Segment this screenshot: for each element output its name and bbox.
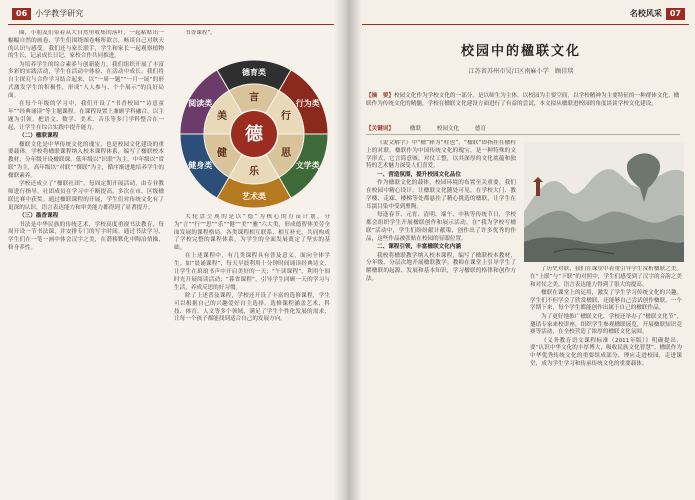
paragraph: 圈，小朋友们带着从大自然里收集的落叶，一起粘贴出一幅幅自然的画卷，学生们围绕图卷畅所欲言，畅谈自己对秋天的认识与感受。我们还与家长联手，学生和家长一起观察植物的生长，记录成长日记，家校合作共同推进。 xyxy=(8,30,164,60)
wheel-ring-label: 健 xyxy=(216,148,227,159)
abstract-label: 【摘 要】 xyxy=(366,93,394,99)
right-page-number: 07 xyxy=(666,8,685,20)
paragraph: 楹联文化是中华传统文化的瑰宝，也是校园文化建设的重要载体。学校将楹联课程纳入校本课程体系，编写了楹联校本教材，分年级开设楹联课。低年级以“识联”为主，中年级以“赏联”为主，高年级以“对联”“撰联”为主，循序渐进地培养学生的楹联素养。 xyxy=(8,141,164,179)
keywords xyxy=(366,124,680,132)
article-author: 江苏省苏州市吴江区南麻小学 顾佳琰 xyxy=(468,68,574,75)
left-header xyxy=(8,6,83,22)
binding-gutter-shadow xyxy=(334,0,362,500)
paragraph: 书香课程”。 xyxy=(185,30,216,36)
paragraph: 《说文解字》中“楹”释为“柱也”，“楹联”即指挂在楹柱上的对联。楹联作为中国传统文化的瑰宝，是一种特殊的文学形式，它言简意赅，对仗工整，以其深厚的文化底蕴和独特的艺术魅力深受人们喜爱。 xyxy=(366,140,516,170)
wheel-outer-label: 德育类 xyxy=(242,68,266,77)
right-header xyxy=(630,6,689,22)
curriculum-wheel-figure xyxy=(174,58,334,210)
paragraph: 每逢春节、元宵、清明、端午、中秋等传统节日，学校都会组织学生开展楹联创作和展示活动。在“我为学校写楹联”活动中，学生们纷纷献计献策，创作出了许多优秀的作品，这些作品被张贴在校园的显眼位置。 xyxy=(366,212,516,242)
paragraph: 除了上述普及课程，学校还开设了丰富的选修课程，学生可以根据自己的兴趣爱好自主选择。选修课程涵盖艺术、科技、体育、人文等多个领域，满足了学生个性化发展的需求，让每一个孩子都能找到适合自己的发展方向。 xyxy=(174,292,330,323)
paragraph: 在每个年级的学习中，我们开设了“书香校园”“诗意童年”“经典诵读”等主题课程。在课程设置上兼顾学科融合，以主题为引领，把语文、数学、美术、音乐等多门学科整合在一起，让学生在综合实践中提升能力。 xyxy=(8,101,164,131)
left-column-2 xyxy=(174,214,330,496)
section-heading: 一、营造氛围，提升校园文化品位 xyxy=(377,172,461,179)
wheel-outer-label: 行为类 xyxy=(295,99,320,108)
left-header-rule xyxy=(8,24,334,25)
left-column-1 xyxy=(8,30,164,496)
abstract-text: 校园文化作为学校文化的一部分，是以师生为主体，以校园为主要空间，以学校精神为主要特征的一种群体文化。楹联作为传统文化的精髓，学校在楹联文化建设方面进行了有益的尝试，本文拟从楹联进校园的角度谈谈学校文化建设。 xyxy=(366,93,680,107)
section-heading: （三）墨香课程 xyxy=(19,213,59,220)
wheel-ring-label: 言 xyxy=(249,92,259,104)
paragraph: 《义务教育语文课程标准（2011年版）》明确提出，要“认识中华文化的丰厚博大，吸收民族文化智慧”。楹联作为中华优秀传统文化的重要组成部分，理应走进校园，走进课堂，成为学生学习和传承传统文化的重要载体。 xyxy=(530,337,682,368)
section-heading: 二、课程引领，丰富楹联文化内涵 xyxy=(377,244,461,251)
right-column-2 xyxy=(530,266,682,496)
paragraph: 大轮盘呈现的是以“德”为核心的育苗计划，分为“言”“行”“思”“乐”“健”“美”“雅”六大类，形成德智体美劳全面发展的课程格局。各类课程相互联系、相互补充，共同构成了学校完整的课程体系，为学生的全面发展奠定了坚实的基础。 xyxy=(174,214,330,252)
paragraph: 书法是中华民族的传统艺术，学校高度重视书法教育，每周开设一节书法课，并安排专门的写字时间。通过书法学习，学生们在一笔一画中体会汉字之美，在潜移默化中陶冶情操、修身养性。 xyxy=(8,221,164,252)
abstract-divider xyxy=(366,134,680,135)
paragraph: 学校还成立了“楹联社团”，每周定期开展活动，由专业教师进行指导。社团成员在学习中不断提高，多次在市、区级楹联比赛中获奖。通过楹联课程的开展，学生们对传统文化有了更深的认识，语言表达能力和审美能力都得到了显著提升。 xyxy=(8,181,164,211)
wheel-ring-label: 美 xyxy=(216,111,227,122)
wheel-outer-label: 健身类 xyxy=(188,161,213,170)
paragraph: 为培养学生的综合素养与创新能力，我们组织开展了丰富多彩的实践活动，学生在活动中体验、在活动中成长。我们将自主探究与合作学习结合起来，以“一周一题”“一月一展”的形式激发学生的积极性，形成“人人参与、个个展示”的良好局面。 xyxy=(8,61,164,99)
paragraph: 了历史对联，我们在课堂中着重引导学生赏析楹联之美。在“上联”与“下联”的对照中，学生们感受到了汉字的音韵之美和对仗之美，语言表达能力得到了很大的提高。 xyxy=(530,266,682,288)
landscape-painting-image xyxy=(524,142,684,262)
paragraph: 作为楹联文化的载体，校园环境的布置至关重要。我们在校园中精心设计，让楹联文化随处可见。在学校大门、教学楼、走廊、楼梯等处都悬挂了精心挑选的楹联，让学生在耳濡目染中受到熏陶。 xyxy=(366,180,516,210)
section-heading: （二）楹联课程 xyxy=(19,133,59,140)
keyword: 校园文化 xyxy=(436,126,460,132)
keyword: 楹联 xyxy=(409,126,421,132)
section-name: 名校风采 xyxy=(629,9,662,18)
abstract xyxy=(366,93,680,108)
right-column-1 xyxy=(366,140,516,496)
wheel-outer-label: 艺术类 xyxy=(242,192,266,201)
wheel-outer-label: 文学类 xyxy=(295,161,320,170)
journal-name: 小学教学研究 xyxy=(35,9,84,18)
wheel-ring-label: 乐 xyxy=(249,166,259,178)
wheel-center-label: 德 xyxy=(245,124,263,145)
right-header-rule xyxy=(362,24,689,25)
right-page xyxy=(348,0,695,500)
keyword: 德育 xyxy=(474,126,487,132)
left-column-2-top xyxy=(174,30,330,56)
wheel-ring-label: 思 xyxy=(281,148,292,159)
paragraph: 楹联在课堂上的运用，激发了学生学习传统文化的兴趣。学生们不但学会了欣赏楹联，还能够自己尝试创作楹联。一个学期下来，每个学生都能创作出属于自己的楹联作品。 xyxy=(530,289,682,312)
left-page-number: 06 xyxy=(12,8,31,20)
wheel-ring-label: 行 xyxy=(281,111,292,122)
article-title: 校园中的楹联文化 xyxy=(460,44,581,59)
paragraph: 在上述课程中，有几类课程具有普及意义，面向全体学生。如“晨诵课程”，每天早晨利用十分钟时间诵读经典诗文，让学生在琅琅书声中开启美好的一天；“午读课程”，利用午间时光开展阅读活动；“暮省课程”，引导学生回顾一天的学习与生活，养成反思的好习惯。 xyxy=(174,253,330,291)
keywords-label: 【关键词】 xyxy=(366,126,394,132)
wheel-outer-label: 阅读类 xyxy=(188,99,213,108)
paragraph: 我校将楹联教学纳入校本课程，编写了楹联校本教材，分年级、分层次地开展楹联教学。教师在课堂上引导学生了解楹联的起源、发展和基本知识，学习楹联的格律和创作方法。 xyxy=(366,252,516,283)
paragraph: 为了更好地推广楹联文化，学校还举办了“楹联文化节”，邀请专家来校讲座，组织学生参观楹联展览，开展楹联知识竞赛等活动，在全校营造了浓厚的楹联文化氛围。 xyxy=(530,313,682,336)
